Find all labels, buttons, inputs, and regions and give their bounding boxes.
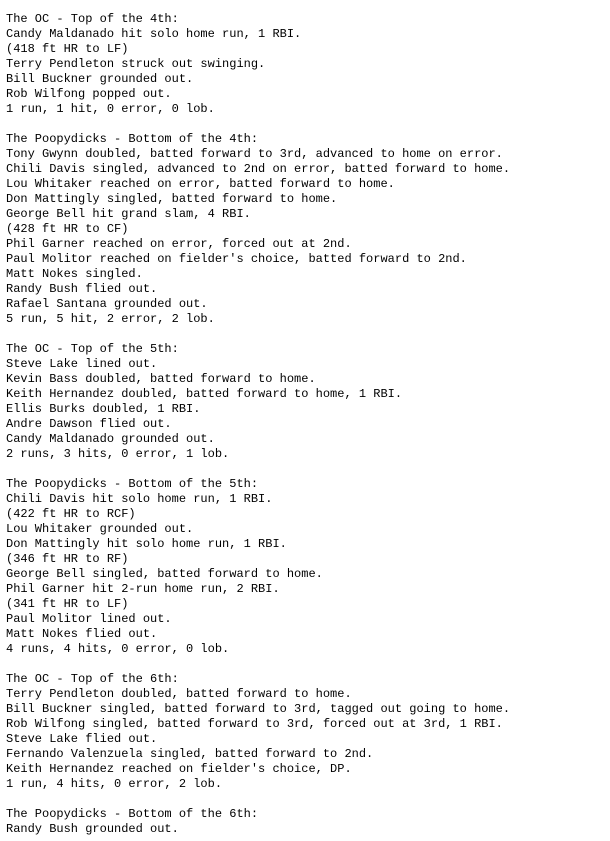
log-line: Don Mattingly singled, batted forward to home. [6, 192, 338, 206]
log-line: Lou Whitaker reached on error, batted forward to home. [6, 177, 395, 191]
log-line: Matt Nokes flied out. [6, 627, 158, 641]
log-line: George Bell hit grand slam, 4 RBI. [6, 207, 251, 221]
log-line: Fernando Valenzuela singled, batted forward to 2nd. [6, 747, 374, 761]
log-line: The Poopydicks - Bottom of the 6th: [6, 807, 259, 821]
log-line: 5 run, 5 hit, 2 error, 2 lob. [6, 312, 215, 326]
log-line: The OC - Top of the 4th: [6, 12, 179, 26]
log-line: Randy Bush grounded out. [6, 822, 179, 836]
log-line-blank [6, 792, 610, 807]
log-line: The OC - Top of the 5th: [6, 342, 179, 356]
log-line: (418 ft HR to LF) [6, 42, 129, 56]
log-line: The Poopydicks - Bottom of the 4th: [6, 132, 259, 146]
log-line-blank [6, 462, 610, 477]
log-line: The Poopydicks - Bottom of the 5th: [6, 477, 259, 491]
log-line: Matt Nokes singled. [6, 267, 143, 281]
log-line: Candy Maldanado grounded out. [6, 432, 215, 446]
log-line: (341 ft HR to LF) [6, 597, 129, 611]
log-line: Lou Whitaker grounded out. [6, 522, 194, 536]
log-line: Kevin Bass doubled, batted forward to home. [6, 372, 316, 386]
log-line: Steve Lake flied out. [6, 732, 158, 746]
log-line: Rob Wilfong singled, batted forward to 3rd, forced out at 3rd, 1 RBI. [6, 717, 503, 731]
log-line: Randy Bush flied out. [6, 282, 158, 296]
log-line: The OC - Top of the 6th: [6, 672, 179, 686]
log-line: George Bell singled, batted forward to home. [6, 567, 323, 581]
log-line: Phil Garner hit 2-run home run, 2 RBI. [6, 582, 280, 596]
log-line-blank [6, 117, 610, 132]
log-line: Bill Buckner singled, batted forward to 3rd, tagged out going to home. [6, 702, 511, 716]
log-line: Steve Lake lined out. [6, 357, 158, 371]
log-line: Keith Hernandez reached on fielder's choice, DP. [6, 762, 352, 776]
log-line-blank [6, 327, 610, 342]
log-line: Paul Molitor lined out. [6, 612, 172, 626]
log-line: Rob Wilfong popped out. [6, 87, 172, 101]
log-line: Phil Garner reached on error, forced out at 2nd. [6, 237, 352, 251]
log-line: Andre Dawson flied out. [6, 417, 172, 431]
log-line: Don Mattingly hit solo home run, 1 RBI. [6, 537, 287, 551]
log-line: Tony Gwynn doubled, batted forward to 3rd, advanced to home on error. [6, 147, 503, 161]
log-line: Candy Maldanado hit solo home run, 1 RBI. [6, 27, 302, 41]
log-line: Terry Pendleton struck out swinging. [6, 57, 266, 71]
log-line: (346 ft HR to RF) [6, 552, 129, 566]
log-line: Ellis Burks doubled, 1 RBI. [6, 402, 201, 416]
log-line: Keith Hernandez doubled, batted forward to home, 1 RBI. [6, 387, 403, 401]
log-line: Terry Pendleton doubled, batted forward to home. [6, 687, 352, 701]
log-line: Chili Davis hit solo home run, 1 RBI. [6, 492, 273, 506]
log-line: 1 run, 4 hits, 0 error, 2 lob. [6, 777, 223, 791]
log-line: Rafael Santana grounded out. [6, 297, 208, 311]
log-line: 2 runs, 3 hits, 0 error, 1 lob. [6, 447, 230, 461]
log-line-blank [6, 657, 610, 672]
log-line: Bill Buckner grounded out. [6, 72, 194, 86]
log-line: 1 run, 1 hit, 0 error, 0 lob. [6, 102, 215, 116]
log-line: Chili Davis singled, advanced to 2nd on error, batted forward to home. [6, 162, 511, 176]
log-line: (422 ft HR to RCF) [6, 507, 136, 521]
log-line: 4 runs, 4 hits, 0 error, 0 lob. [6, 642, 230, 656]
log-line: (428 ft HR to CF) [6, 222, 129, 236]
log-line: Paul Molitor reached on fielder's choice, batted forward to 2nd. [6, 252, 467, 266]
